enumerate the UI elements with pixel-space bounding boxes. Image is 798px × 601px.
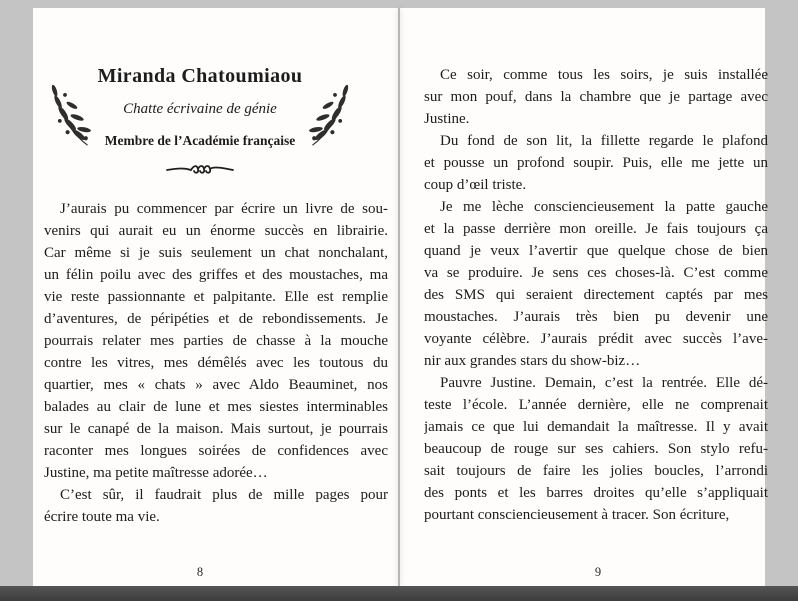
paragraph <box>424 130 768 196</box>
text-line: sur mon pouf, dans la chambre que je partage avec <box>424 89 768 105</box>
paragraph <box>424 196 768 372</box>
text-line: vie reste passionnante et palpitante. Elle est remplie <box>44 289 388 305</box>
text-line: contre les vitres, mes démêlés avec les toutous du <box>44 355 388 371</box>
paragraph <box>424 64 768 130</box>
text-line: Du fond de son lit, la fillette regarde le plafond <box>440 133 768 149</box>
paragraph <box>44 198 388 484</box>
text-line: balades au clair de lune et mes siestes interminables <box>44 399 388 415</box>
text-line: raconter mes longues soirées de confidences avec <box>44 443 388 459</box>
right-page-text <box>424 64 768 526</box>
text-line: sait toujours de faire les jolies boucles, l’arrondi <box>424 463 768 479</box>
text-line: des SMS qui seraient directement captés par mes <box>424 287 768 303</box>
text-line: coup d’œil triste. <box>424 177 527 193</box>
text-line: teste l’école. L’année dernière, elle ne comprenait <box>424 397 768 413</box>
author-subtitle: Chatte écrivaine de génie <box>123 101 277 117</box>
text-line: Justine. <box>424 111 470 127</box>
book-author-title: Miranda Chatoumiaou <box>97 65 303 87</box>
text-line: jamais ce que lui demandait la maîtresse. Il y avait <box>424 419 768 435</box>
paragraph <box>44 484 388 528</box>
text-line: pourtant consciencieusement à tracer. Son écriture, <box>424 507 730 523</box>
text-line: beaucoup de rouge sur ses cahiers. Son stylo refu- <box>424 441 768 457</box>
page-spine-divider <box>398 8 400 587</box>
text-line: nir aux grandes stars du show-biz… <box>424 353 641 369</box>
paragraph <box>424 372 768 526</box>
text-line: Justine, ma petite maîtresse adorée… <box>44 465 268 481</box>
text-line: sur le canapé de la maison. Mais surtout, je pourrais <box>44 421 388 437</box>
text-line: et pousse un profond soupir. Puis, elle me jette un <box>424 155 768 171</box>
left-page-text <box>44 198 388 528</box>
text-line: J’aurais pu commencer par écrire un livre de sou- <box>60 201 388 217</box>
text-line: moustaches. J’aurais très bien pu devenir une <box>424 309 768 325</box>
calligraphic-flourish-icon <box>165 162 235 178</box>
olive-branch-icon <box>309 76 361 152</box>
text-line: voyante célèbre. J’aurais prédit avec succès l’ave- <box>424 331 768 347</box>
section-divider <box>37 162 363 180</box>
olive-branch-icon <box>39 76 91 152</box>
text-line: pourrais relater mes parties de chasse à la mouche <box>44 333 388 349</box>
text-line: Je me lèche consciencieusement la patte gauche <box>440 199 768 215</box>
chapter-header <box>37 64 363 180</box>
text-line: et la passe derrière mon oreille. Je fais toujours ça <box>424 221 768 237</box>
author-membership: Membre de l’Académie française <box>104 133 296 148</box>
text-line: d’aventures, de péripéties et de rebondissements. Je <box>44 311 388 327</box>
right-page-number: 9 <box>594 565 602 579</box>
text-line: écrire toute ma vie. <box>44 509 160 525</box>
text-line: venirs qui aurait eu un énorme succès en librairie. <box>44 223 388 239</box>
text-line: un félin poilu avec des griffes et des moustaches, ma <box>44 267 388 283</box>
text-line: va se produire. Je sens ces choses-là. C’est comme <box>424 265 768 281</box>
text-line: quand je veux l’avertir que quelque chose de bien <box>424 243 768 259</box>
text-line: Car même si je suis seulement un chat nonchalant, <box>44 245 388 261</box>
bottom-bar <box>0 586 798 601</box>
text-line: Pauvre Justine. Demain, c’est la rentrée. Elle dé- <box>440 375 768 391</box>
text-line: C’est sûr, il faudrait plus de mille pages pour <box>60 487 388 503</box>
left-page-number: 8 <box>196 565 204 579</box>
text-line: Ce soir, comme tous les soirs, je suis installée <box>440 67 768 83</box>
text-line: des ponts et les barres droites qu’elle s’appliquait <box>424 485 768 501</box>
text-line: quartier, mes « chats » avec Aldo Beauminet, nos <box>44 377 388 393</box>
